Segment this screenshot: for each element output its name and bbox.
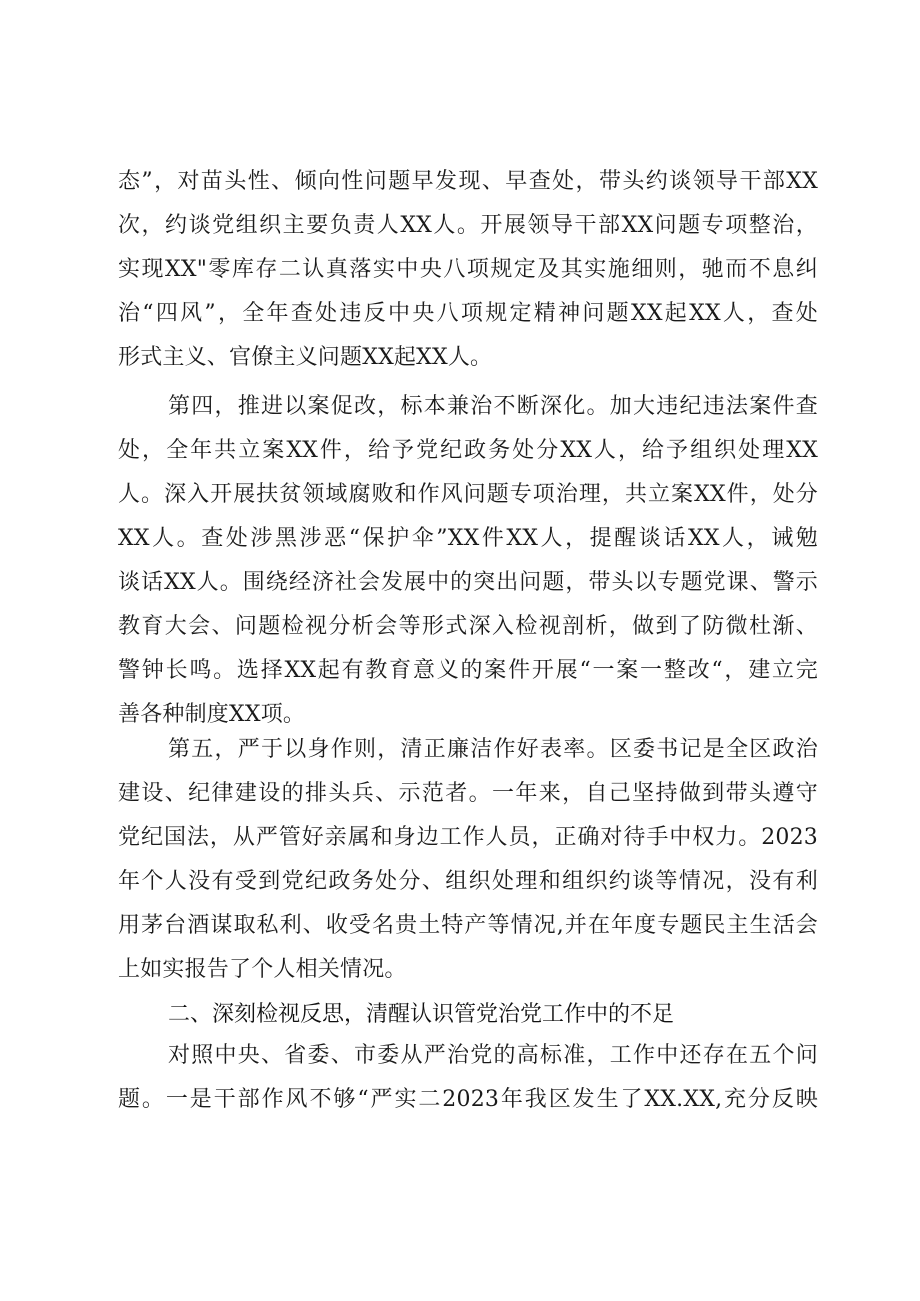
paragraph-2 <box>118 385 818 737</box>
paragraph-line: XX人。查处涉黑涉恶“保护伞”XX件XX人，提醒谈话XX人，诫勉 <box>118 526 818 551</box>
paragraph-line: 上如实报告了个人相关情况。 <box>118 957 407 982</box>
paragraph-line: 谈话XX人。围绕经济社会发展中的突出问题，带头以专题党课、警示 <box>118 570 818 595</box>
paragraph-line: 用茅台酒谋取私利、收受名贵土特产等情况,并在年度专题民主生活会 <box>118 913 818 938</box>
paragraph-line: 年个人没有受到党纪政务处分、组织处理和组织约谈等情况，没有利 <box>118 869 818 894</box>
paragraph-line: 党纪国法，从严管好亲属和身边工作人员，正确对待手中权力。2023 <box>118 825 818 850</box>
paragraph-line: 警钟长鸣。选择XX起有教育意义的案件开展“一案一整改“，建立完 <box>118 658 818 683</box>
paragraph-line: 处，全年共立案XX件，给予党纪政务处分XX人，给予组织处理XX <box>118 438 818 463</box>
paragraph-line: 形式主义、官僚主义问题XX起XX人。 <box>118 345 493 370</box>
paragraph-line: 次，约谈党组织主要负责人XX人。开展领导干部XX问题专项整治， <box>118 213 818 238</box>
paragraph-3 <box>118 728 818 992</box>
paragraph-line: 治“四风”，全年查处违反中央八项规定精神问题XX起XX人，查处 <box>118 301 818 326</box>
paragraph-line: 态”，对苗头性、倾向性问题早发现、早查处，带头约谈领导干部XX <box>118 169 818 194</box>
paragraph-line: 第五，严于以身作则，清正廉洁作好表率。区委书记是全区政治 <box>168 737 818 762</box>
paragraph-line: 实现XX"零库存二认真落实中央八项规定及其实施细则，驰而不息纠 <box>118 257 818 282</box>
paragraph-4 <box>118 1034 818 1122</box>
paragraph-line: 建设、纪律建设的排头兵、示范者。一年来，自己坚持做到带头遵守 <box>118 781 818 806</box>
section-heading: 二、深刻检视反思，清醒认识管党治党工作中的不足 <box>168 1002 675 1027</box>
paragraph-line: 善各种制度XX项。 <box>118 702 306 727</box>
paragraph-line: 教育大会、问题检视分析会等形式深入检视剖析，做到了防微杜渐、 <box>118 614 818 639</box>
paragraph-line: 题。一是干部作风不够“严实二2023年我区发生了XX.XX,充分反映 <box>118 1087 818 1112</box>
paragraph-line: 第四，推进以案促改，标本兼治不断深化。加大违纪违法案件查 <box>168 394 818 419</box>
paragraph-1 <box>118 160 818 380</box>
paragraph-line: 人。深入开展扶贫领域腐败和作风问题专项治理，共立案XX件，处分 <box>118 482 818 507</box>
paragraph-line: 对照中央、省委、市委从严治党的高标准，工作中还存在五个问 <box>168 1043 818 1068</box>
